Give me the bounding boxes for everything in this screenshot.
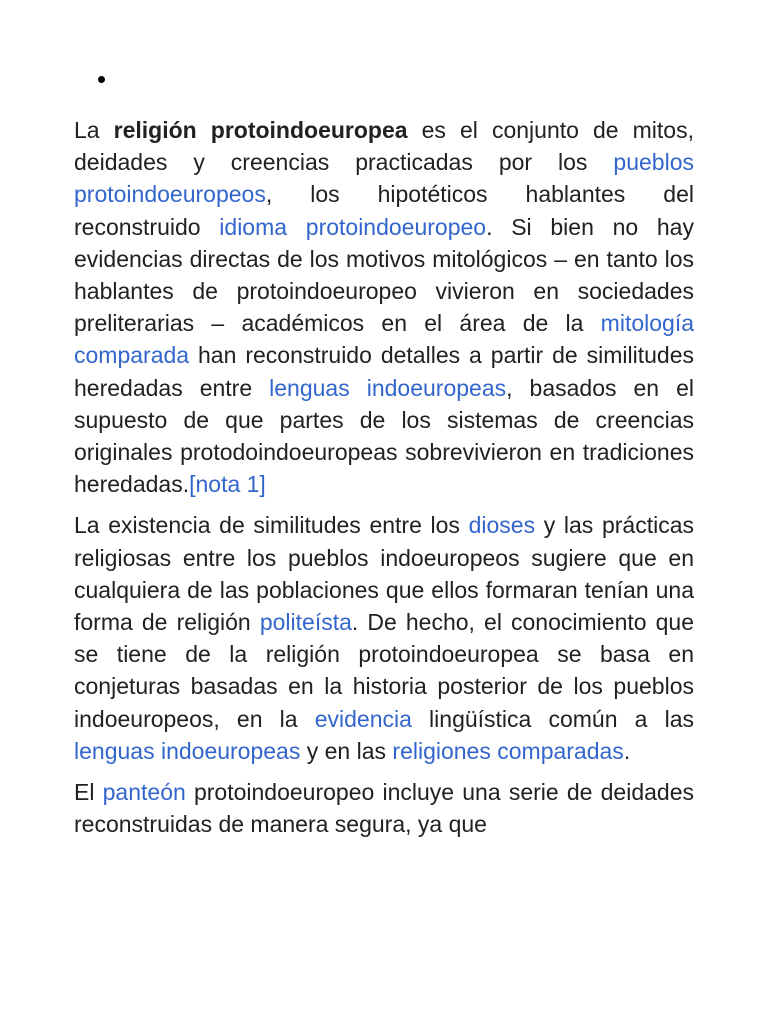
bullet-dot-icon bbox=[98, 76, 105, 83]
link-panteon[interactable]: panteón bbox=[102, 779, 186, 806]
text-run: . bbox=[623, 737, 631, 764]
text-run: han reconstruido detalles a partir de similitudes heredadas entre bbox=[74, 342, 694, 401]
text-run: . Si bien no hay evidencias directas de los motivos mitológicos – en tanto los hablantes de protoindoeuropeo vivieron en sociedades preliterarias – académicos en el área de la bbox=[74, 213, 694, 337]
text-run: y las prácticas religiosas entre los pueblos indoeuropeos sugiere que en cualquiera de las poblaciones que ellos formaran tenían una forma de religión bbox=[74, 512, 694, 636]
link-lenguas-indoeuropeas[interactable]: lenguas indoeuropeas bbox=[269, 374, 507, 401]
link-evidencia[interactable]: evidencia bbox=[314, 705, 412, 732]
text-run: , basados en el supuesto de que partes de los sistemas de creencias originales protodoindoeuropeas sobrevivieron en tradiciones heredadas. bbox=[74, 374, 695, 498]
footnote-reference[interactable]: [nota 1] bbox=[189, 471, 266, 498]
link-idioma-protoindoeuropeo[interactable]: idioma protoindoeuropeo bbox=[219, 213, 487, 240]
text-run: protoindoeuropeo incluye una serie de deidades reconstruidas de manera segura, ya que bbox=[74, 779, 694, 838]
text-run: y en las bbox=[300, 737, 393, 764]
text-run: . De hecho, el conocimiento que se tiene de la religión protoindoeuropea se basa en conjeturas basadas en la historia posterior de los pueblos indoeuropeos, en la bbox=[74, 609, 695, 732]
bullet-list bbox=[74, 64, 694, 106]
article-page bbox=[74, 64, 694, 849]
bullet-item bbox=[98, 64, 105, 88]
link-religiones-comparadas[interactable]: religiones comparadas bbox=[392, 737, 624, 764]
text-run: La bbox=[74, 117, 114, 143]
text-run: lingüística común a las bbox=[411, 705, 694, 732]
link-politeista[interactable]: politeísta bbox=[259, 609, 352, 636]
text-run: La existencia de similitudes entre los bbox=[74, 512, 469, 539]
bold-term: religión protoindoeuropea bbox=[113, 117, 408, 143]
link-pueblos-protoindoeuropeos[interactable]: pueblos protoindoeuropeos bbox=[74, 149, 694, 208]
paragraph-2 bbox=[74, 509, 694, 767]
paragraph-3 bbox=[74, 776, 694, 840]
link-lenguas-indoeuropeas-2[interactable]: lenguas indoeuropeas bbox=[74, 737, 301, 764]
text-run: El bbox=[74, 779, 103, 806]
paragraph-1 bbox=[74, 114, 694, 500]
text-run: , los hipotéticos hablantes del reconstruido bbox=[74, 181, 694, 240]
text-run: es el conjunto de mitos, deidades y creencias practicadas por los bbox=[74, 117, 694, 176]
link-dioses[interactable]: dioses bbox=[468, 512, 536, 539]
link-mitologia-comparada[interactable]: mitología comparada bbox=[74, 310, 694, 369]
